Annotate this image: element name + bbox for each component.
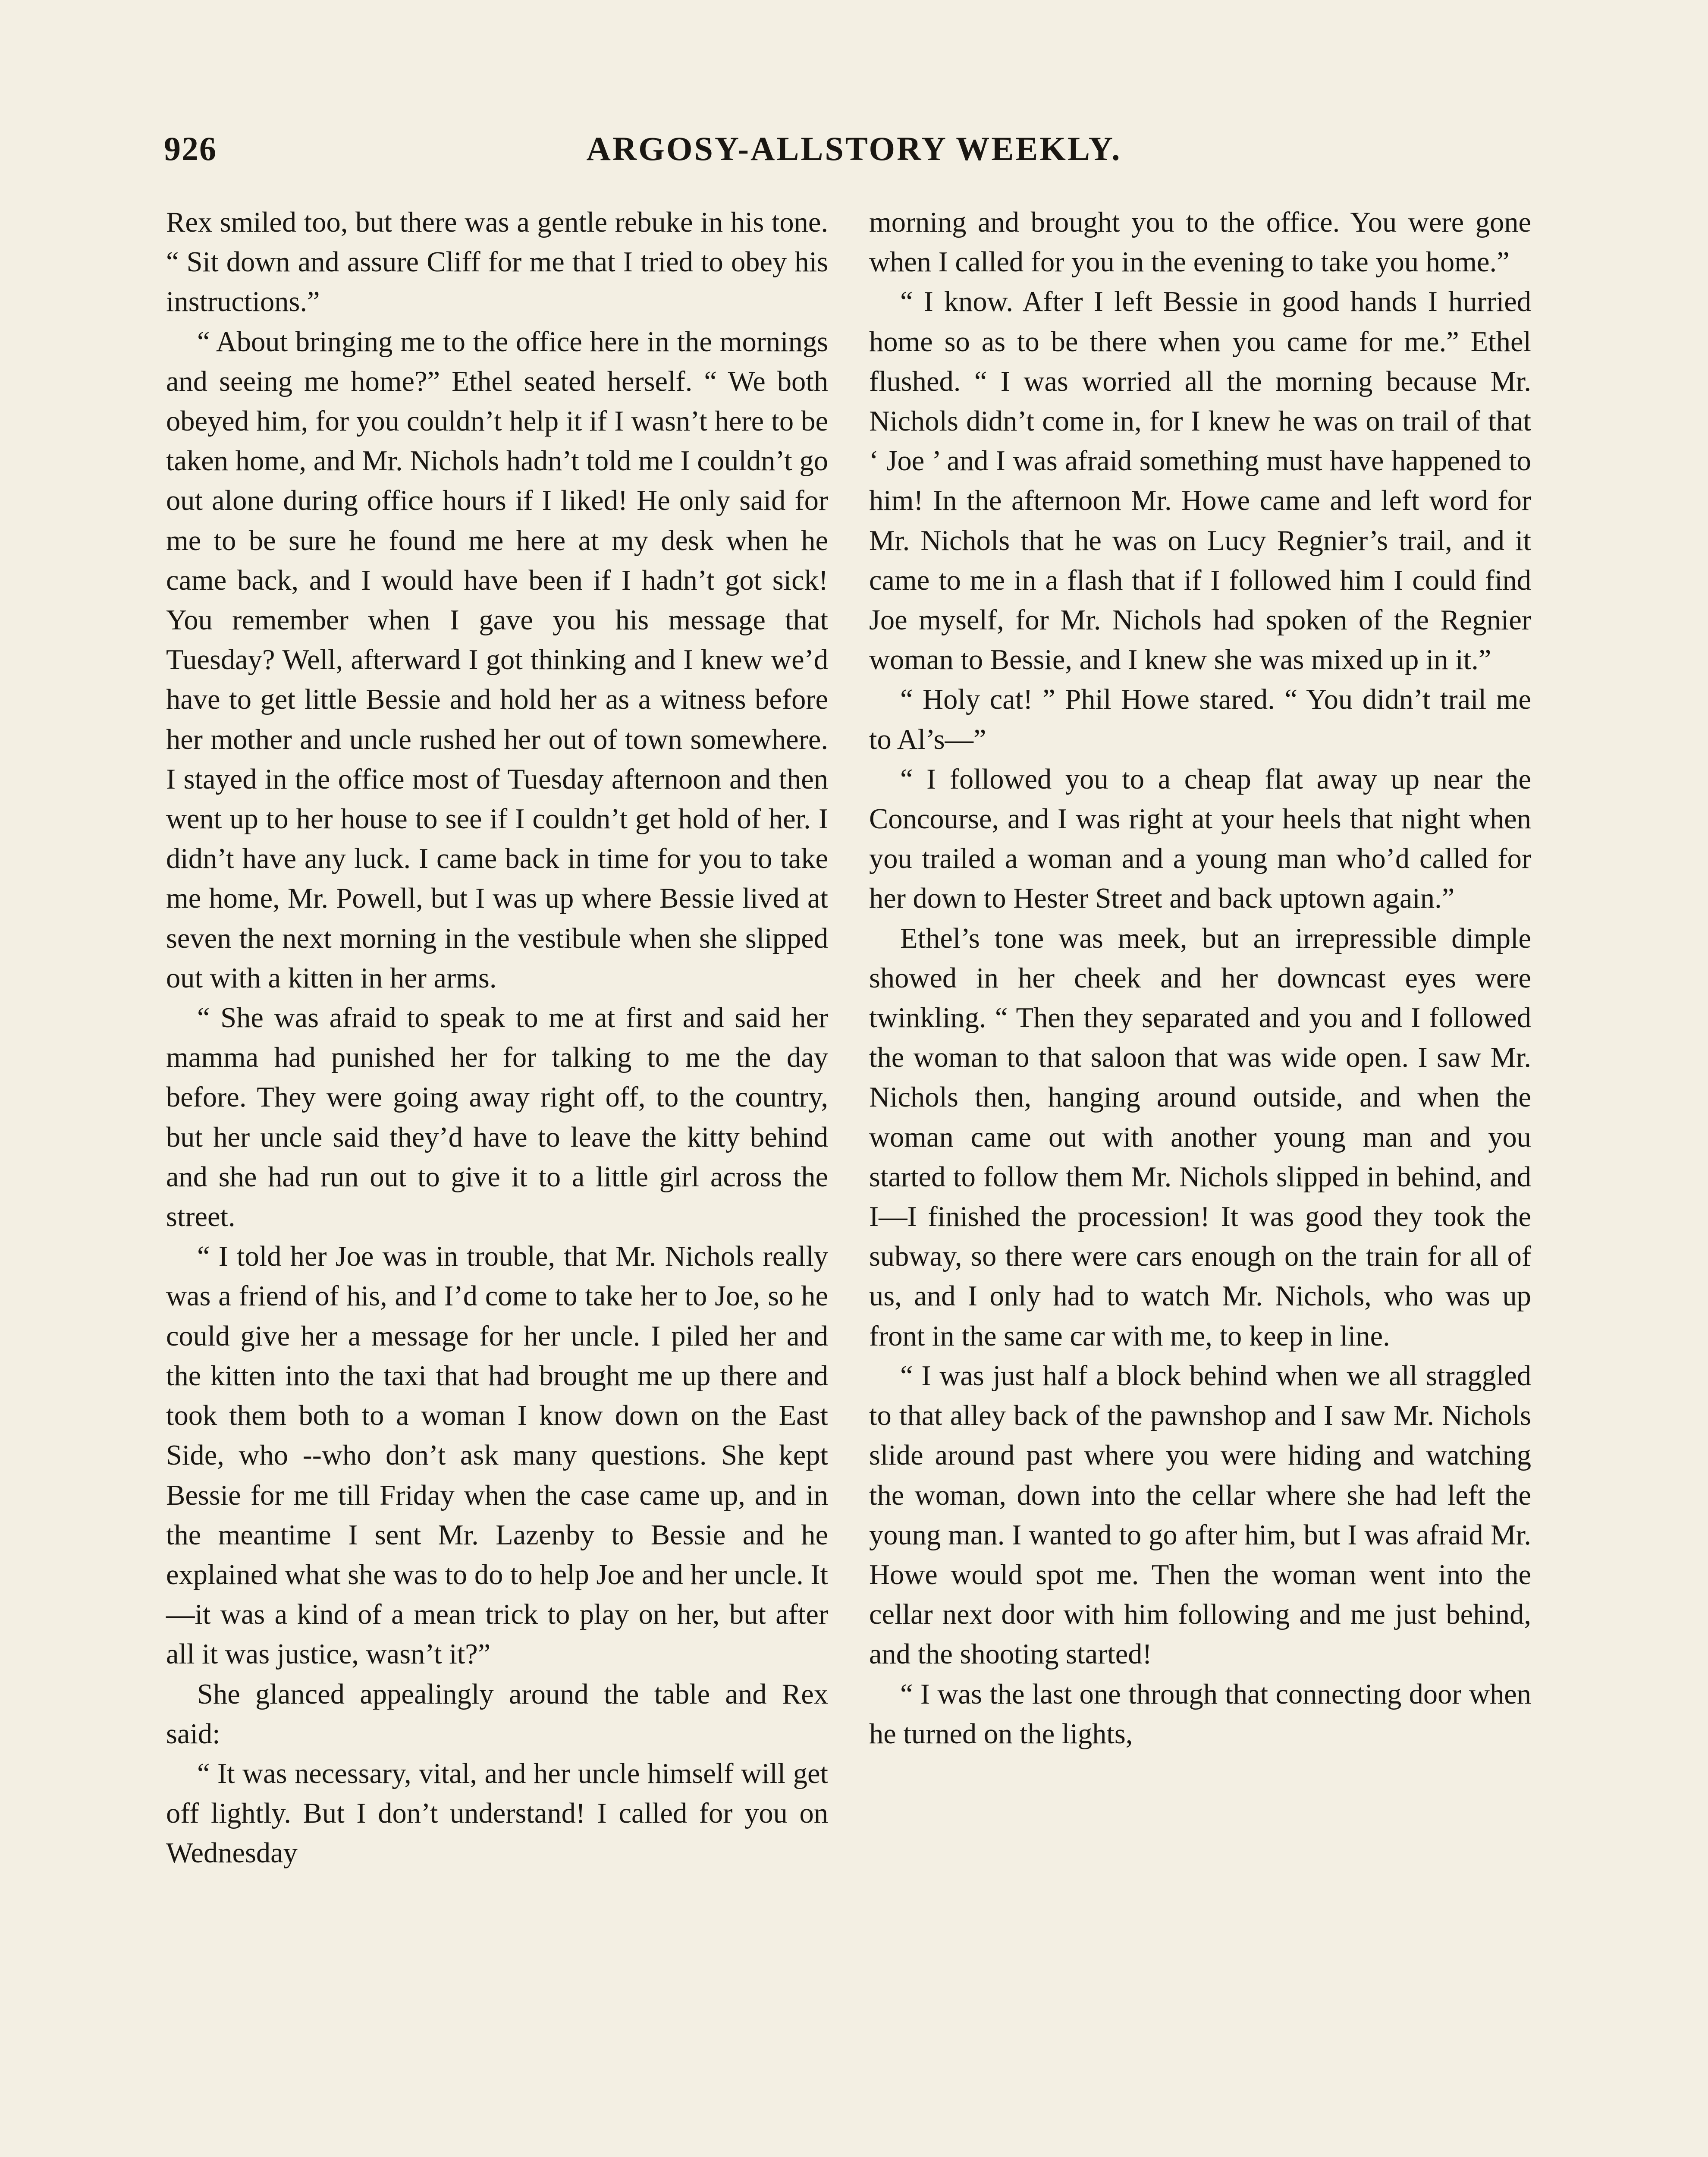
paragraph: morning and brought you to the office. You were gone when I called for you in the evening to take you home.” (869, 207, 1531, 278)
paragraph: “ I told her Joe was in trouble, that Mr. Nichols really was a friend of his, and I’d come to take her to Joe, so he could give her a message for her uncle. I piled her and the kitten into the taxi that had brought me up there and took them both to a woman I know down on the East Side, who --who don’t ask many questions. She kept Bessie for me till Friday when the case came up, and in the meantime I sent Mr. Lazenby to Bessie and he explained what she was to do to help Joe and her uncle. It—it was a kind of a mean trick to play on her, but after all it was justice, wasn’t it?” (166, 1241, 828, 1670)
paragraph: “ I know. After I left Bessie in good hands I hurried home so as to be there when you came for me.” Ethel flushed. “ I was worried all the morning because Mr. Nichols didn’t come in, for I knew he was on trail of that ‘ Joe ’ and I was afraid something must have happened to him! In the afternoon Mr. Howe came and left word for Mr. Nichols that he was on Lucy Regnier’s trail, and it came to me in a flash that if I followed him I could find Joe myself, for Mr. Nichols had spoken of the Regnier woman to Bessie, and I knew she was mixed up in it.” (869, 286, 1531, 676)
paragraph: “ About bringing me to the office here in the mornings and seeing me home?” Ethel seated herself. “ We both obeyed him, for you couldn’t help it if I wasn’t here to be taken home, and Mr. Nichols hadn’t told me I couldn’t go out alone during office hours if I liked! He only said for me to be sure he found me here at my desk when he came back, and I would have been if I hadn’t got sick! You remember when I gave you his message that Tuesday? Well, afterward I got thinking and I knew we’d have to get little Bessie and hold her as a witness before her mother and uncle rushed her out of town somewhere. I stayed in the office most of Tuesday afternoon and then went up to her house to see if I couldn’t get hold of her. I didn’t have any luck. I came back in time for you to take me home, Mr. Powell, but I was up where Bessie lived at seven the next morning in the vestibule when she slipped out with a kitten in her arms. (166, 326, 828, 994)
paragraph: “ She was afraid to speak to me at first and said her mamma had punished her for talking to me the day before. They were going away right off, to the country, but her uncle said they’d have to leave the kitty behind and she had run out to give it to a little girl across the street. (166, 1002, 828, 1233)
paragraph: “ I was just half a block behind when we all straggled to that alley back of the pawnshop and I saw Mr. Nichols slide around past where you were hiding and watching the woman, down into the cellar where she had left the young man. I wanted to go after him, but I was afraid Mr. Howe would spot me. Then the woman went into the cellar next door with him following and me just behind, and the shooting started! (869, 1360, 1531, 1670)
paragraph: “ It was necessary, vital, and her uncle himself will get off lightly. But I don’t understand! I called for you on Wednesday (166, 1758, 828, 1869)
paragraph: She glanced appealingly around the table and Rex said: (166, 1678, 828, 1750)
right-column (869, 203, 1531, 1754)
left-column (166, 203, 828, 1874)
paragraph: “ Holy cat! ” Phil Howe stared. “ You didn’t trail me to Al’s—” (869, 684, 1531, 755)
running-head: ARGOSY-ALLSTORY WEEKLY. (586, 130, 1122, 167)
page-header (164, 129, 1544, 181)
page-number: 926 (164, 130, 217, 167)
paragraph: Ethel’s tone was meek, but an irrepressible dimple showed in her cheek and her downcast eyes were twinkling. “ Then they separated and you and I followed the woman to that saloon that was wide open. I saw Mr. Nichols then, hanging around outside, and when the woman came out with another young man and you started to follow them Mr. Nichols slipped in behind, and I—I finished the procession! It was good they took the subway, so there were cars enough on the train for all of us, and I only had to watch Mr. Nichols, who was up front in the same car with me, to keep in line. (869, 922, 1531, 1352)
paragraph: Rex smiled too, but there was a gentle rebuke in his tone. “ Sit down and assure Cliff for me that I tried to obey his instructions.” (166, 207, 828, 318)
paragraph: “ I was the last one through that connecting door when he turned on the lights, (869, 1678, 1531, 1750)
paragraph: “ I followed you to a cheap flat away up near the Concourse, and I was right at your heels that night when you trailed a woman and a young man who’d called for her down to Hester Street and back uptown again.” (869, 763, 1531, 915)
